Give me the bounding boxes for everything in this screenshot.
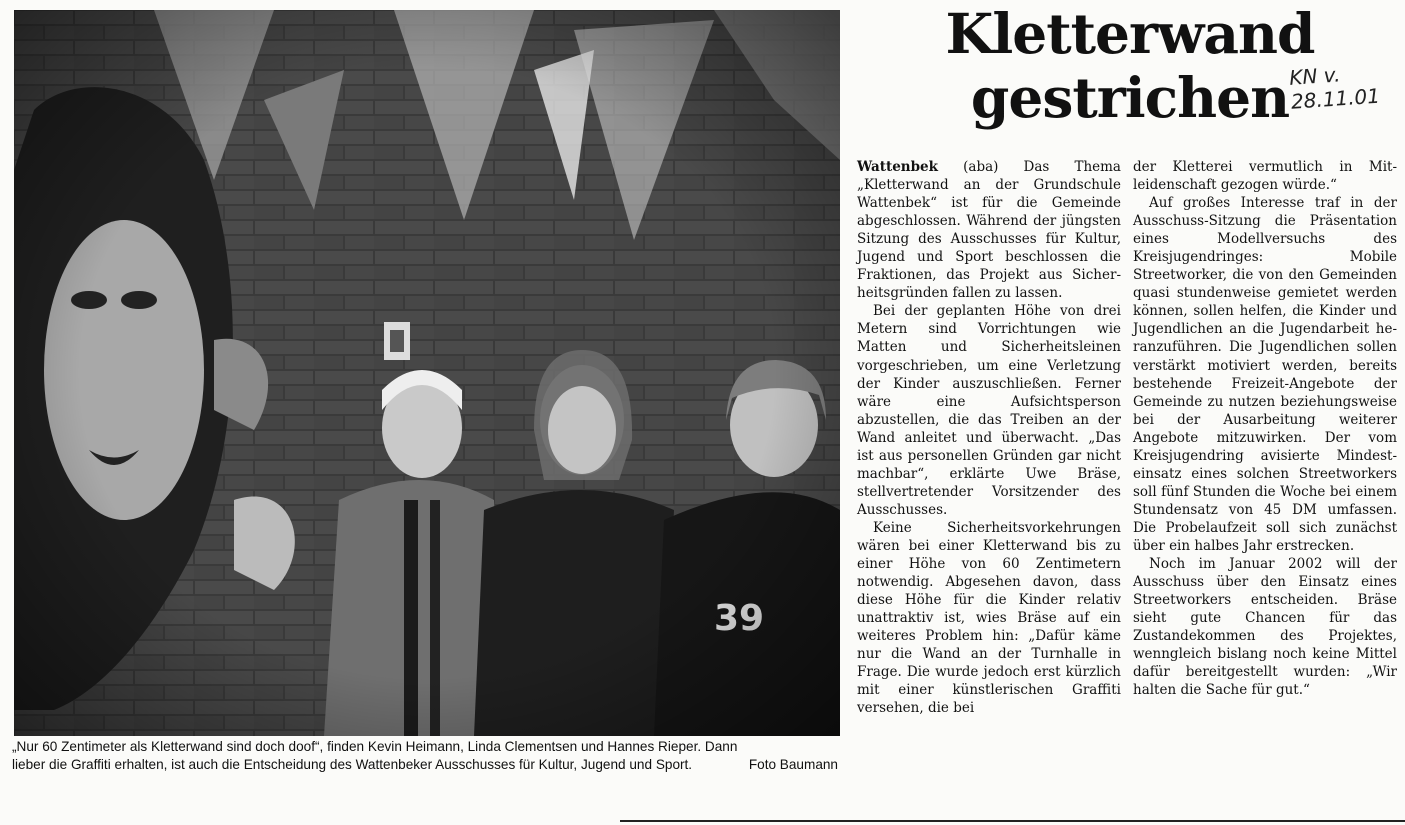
handwritten-note <box>1288 58 1401 114</box>
headline-line-1: Kletterwand <box>945 1 1315 66</box>
handwritten-note-source: KN v. <box>1288 62 1342 90</box>
handwritten-note-date: 28.11.01 <box>1290 83 1381 114</box>
photo-credit: Foto Baumann <box>748 756 838 772</box>
article-column-2 <box>1133 158 1397 699</box>
article-paragraph-3: Keine Sicherheitsvorkehrungen wären bei einer Kletterwand bis zu einer Höhe von 60 Zentimetern notwendig. Abgesehen davon, dass diese Höhe für die Kinder relativ unattraktiv ist, wies Bräse auf ein weiteres Problem hin: „Dafür käme nur die Wand an der Turnhalle in Frage. Die wurde jedoch erst kürzlich mit einer künstlerischen Graffiti versehen, die bei <box>857 519 1121 717</box>
article-paragraph-5: Auf großes Interesse traf in der Ausschuss-Sitzung die Präsentation eines Modellversuchs des Kreisjugendringes: Mobile Streetworker, die von den Gemeinden quasi stundenweise gemietet werden können, sollen helfen, die Kinder und Jugendlichen an die Jugendarbeit heranzuführen. Die Jugendlichen sollen verstärkt motiviert werden, bereits bestehende Freizeit-Angebote der Gemeinde zu nutzen beziehungsweise bei der Ausarbeitung weiterer Angebote mitzuwirken. Der vom Kreisjugendring avisierte Mindesteinsatz eines solchen Streetworkers soll fünf Stunden die Woche bei einem Stundensatz von 45 DM umfassen. Die Probelaufzeit soll sich zunächst über ein halbes Jahr erstrecken. <box>1133 195 1397 554</box>
article-headline <box>930 2 1330 130</box>
article-paragraph-6: Noch im Januar 2002 will der Ausschuss über den Einsatz eines Streetworkers entscheiden. Bräse sieht gute Chancen für das Zustandekommen des Projektes, wenngleich bislang noch keine Mittel dafür bereitgestellt wurden: „Wir halten die Sache für gut.“ <box>1133 556 1397 699</box>
photo-caption <box>12 738 840 773</box>
photo-graffiti-wall <box>14 10 840 736</box>
headline-line-2: gestrichen <box>970 65 1290 130</box>
article-paragraph-1 <box>857 158 1121 302</box>
article-dateline: Wattenbek <box>857 159 938 175</box>
article-column-1 <box>857 158 1121 717</box>
caption-text: „Nur 60 Zentimeter als Kletterwand sind doch doof“, finden Kevin Heimann, Linda Clementsen und Hannes Rieper. Dann lieber die Graffiti erhalten, ist auch die Entscheidung des Wattenbeker Ausschusses für Kultur, Jugend und Sport. <box>12 739 738 772</box>
article-paragraph-4: der Kletterei vermutlich in Mitleidenschaft gezogen würde.“ <box>1133 159 1397 194</box>
article-paragraph-2: Bei der geplanten Höhe von drei Metern sind Vorrichtungen wie Matten und Sicherheitsleinen vorgeschrieben, um eine Verletzung der Kinder auszuschließen. Ferner wäre eine Aufsichtsperson abzustellen, die das Treiben an der Wand anleitet und überwacht. „Das ist aus personellen Gründen gar nicht machbar“, erklärte Uwe Bräse, stellvertretender Vorsitzender des Ausschusses. <box>857 303 1121 518</box>
bottom-rule <box>620 820 1405 822</box>
article-paragraph-1-text: (aba) Das Thema „Kletterwand an der Grundschule Wattenbek“ ist für die Gemeinde abgeschlossen. Während der jüngsten Sitzung des Ausschusses für Kultur, Jugend und Sport beschlossen die Fraktionen, das Projekt aus Sicherheitsgründen fallen zu lassen. <box>857 159 1121 302</box>
news-photo <box>14 10 840 736</box>
